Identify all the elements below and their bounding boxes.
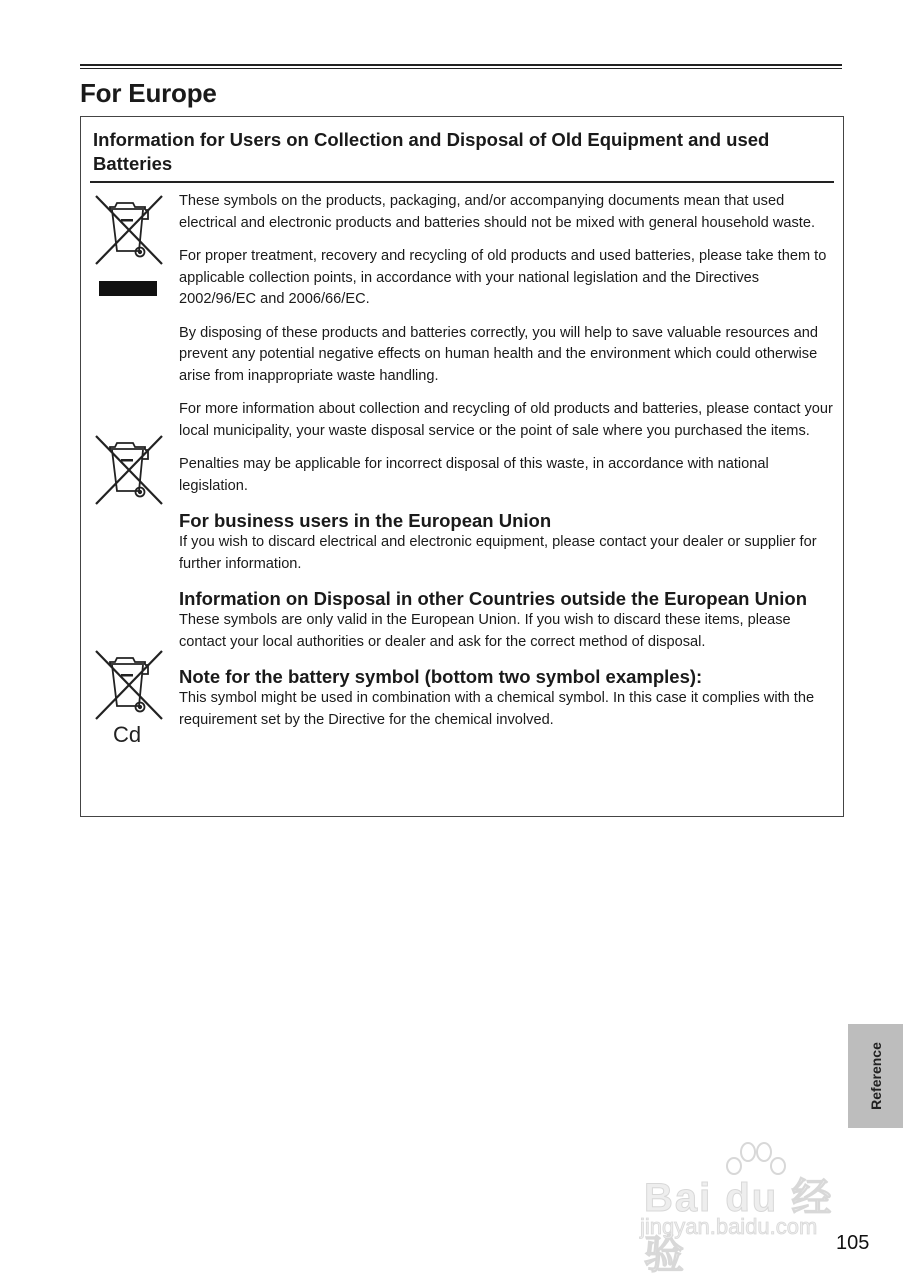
section-business-users (179, 509, 839, 575)
weee-bin-with-bar-icon (93, 193, 165, 301)
section-heading: Information on Disposal in other Countries outside the European Union (179, 588, 807, 609)
baidu-watermark (640, 1140, 850, 1277)
header-double-rule (80, 64, 842, 69)
weee-disposal-info-box (80, 116, 844, 817)
paragraph: For more information about collection and recycling of old products and batteries, please contact your local municipality, your waste disposal service or the point of sale where you purchased the items. (179, 401, 833, 439)
box-heading-rule (90, 181, 834, 183)
page-number: 105 (836, 1232, 870, 1254)
paragraph: Penalties may be applicable for incorrect disposal of this waste, in accordance with national legislation. (179, 456, 769, 494)
paragraph: These symbols on the products, packaging, and/or accompanying documents mean that used electrical and electronic products and batteries should not be mixed with general household waste. (179, 193, 816, 231)
section-heading: For business users in the European Union (179, 510, 552, 531)
box-heading: Information for Users on Collection and Disposal of Old Equipment and used Batteries (93, 129, 770, 174)
section-text: These symbols are only valid in the European Union. If you wish to discard these items, please contact your local authorities or dealer and ask for the correct method of disposal. (179, 612, 791, 650)
section-heading: Note for the battery symbol (bottom two symbol examples): (179, 666, 703, 687)
box-body-text (179, 191, 839, 743)
section-text: If you wish to discard electrical and electronic equipment, please contact your dealer or supplier for further information. (179, 534, 817, 572)
section-tab-label: Reference (867, 1042, 884, 1110)
paragraph: By disposing of these products and batteries correctly, you will help to save valuable resources and prevent any potential negative effects on human health and the environment which could otherwise arise from inappropriate waste handling. (179, 324, 818, 384)
watermark-brand: Bai du 经验 (644, 1176, 834, 1277)
section-tab-reference (848, 1024, 903, 1128)
weee-bin-cadmium-icon (93, 648, 165, 747)
watermark-url: jingyan.baidu.com (640, 1214, 818, 1239)
section-outside-eu (179, 587, 839, 653)
weee-bin-icon (93, 433, 165, 509)
section-text: This symbol might be used in combination with a chemical symbol. In this case it complies with the requirement set by the Directive for the chemical involved. (179, 690, 815, 728)
paragraph: For proper treatment, recovery and recycling of old products and used batteries, please take them to applicable collection points, in accordance with your national legislation and the Directives 2002/96/EC and 2006/66/EC. (179, 248, 827, 307)
page-title: For Europe (80, 78, 217, 108)
section-battery-symbol-note (179, 665, 839, 731)
cadmium-symbol-label: Cd (113, 722, 142, 747)
